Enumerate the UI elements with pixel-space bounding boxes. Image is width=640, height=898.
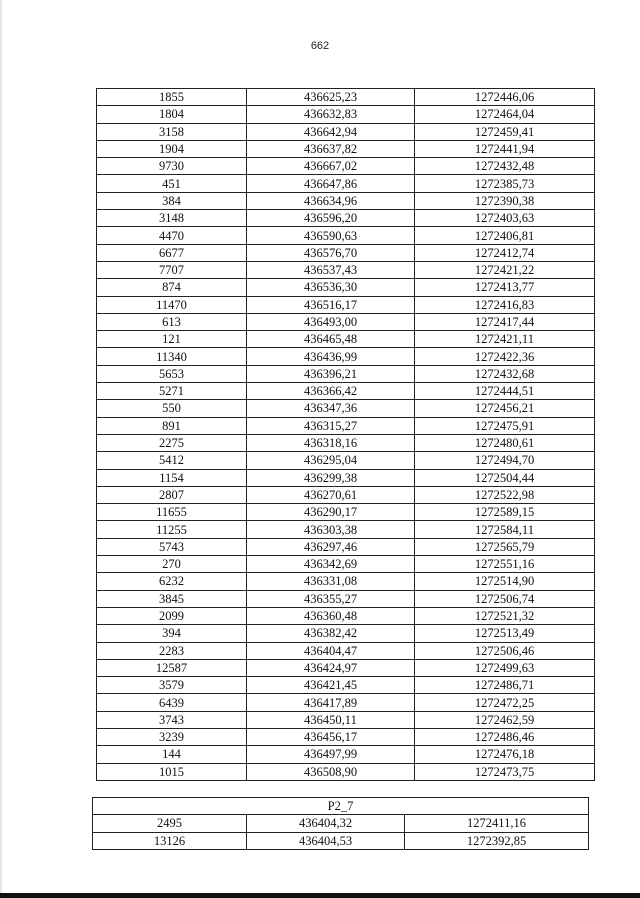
table-row bbox=[97, 296, 595, 313]
page-edge-line bbox=[0, 0, 2, 898]
x-coordinate-cell: 436634,96 bbox=[247, 192, 415, 209]
y-coordinate-cell: 1272416,83 bbox=[415, 296, 595, 313]
point-number-cell: 13126 bbox=[93, 832, 247, 849]
table-row bbox=[97, 158, 595, 175]
point-number-cell: 3148 bbox=[97, 210, 247, 227]
x-coordinate-cell: 436360,48 bbox=[247, 607, 415, 624]
table-row bbox=[97, 504, 595, 521]
y-coordinate-cell: 1272385,73 bbox=[415, 175, 595, 192]
point-number-cell: 613 bbox=[97, 313, 247, 330]
x-coordinate-cell: 436497,99 bbox=[247, 746, 415, 763]
x-coordinate-cell: 436576,70 bbox=[247, 244, 415, 261]
point-number-cell: 6439 bbox=[97, 694, 247, 711]
y-coordinate-cell: 1272486,46 bbox=[415, 728, 595, 745]
point-number-cell: 6677 bbox=[97, 244, 247, 261]
table-row bbox=[97, 331, 595, 348]
x-coordinate-cell: 436421,45 bbox=[247, 677, 415, 694]
x-coordinate-cell: 436295,04 bbox=[247, 452, 415, 469]
point-number-cell: 2807 bbox=[97, 486, 247, 503]
point-number-cell: 11470 bbox=[97, 296, 247, 313]
y-coordinate-cell: 1272480,61 bbox=[415, 434, 595, 451]
y-coordinate-cell: 1272456,21 bbox=[415, 400, 595, 417]
x-coordinate-cell: 436596,20 bbox=[247, 210, 415, 227]
x-coordinate-cell: 436625,23 bbox=[247, 89, 415, 106]
page-number: 662 bbox=[310, 40, 330, 52]
table-row bbox=[97, 625, 595, 642]
table-row bbox=[97, 469, 595, 486]
section-header-row bbox=[93, 798, 589, 815]
point-number-cell: 4470 bbox=[97, 227, 247, 244]
y-coordinate-cell: 1272422,36 bbox=[415, 348, 595, 365]
point-number-cell: 2495 bbox=[93, 815, 247, 832]
y-coordinate-cell: 1272464,04 bbox=[415, 106, 595, 123]
point-number-cell: 1904 bbox=[97, 140, 247, 157]
point-number-cell: 384 bbox=[97, 192, 247, 209]
x-coordinate-cell: 436536,30 bbox=[247, 279, 415, 296]
y-coordinate-cell: 1272406,81 bbox=[415, 227, 595, 244]
x-coordinate-cell: 436318,16 bbox=[247, 434, 415, 451]
point-number-cell: 121 bbox=[97, 331, 247, 348]
table-row bbox=[97, 728, 595, 745]
point-number-cell: 451 bbox=[97, 175, 247, 192]
x-coordinate-cell: 436290,17 bbox=[247, 504, 415, 521]
point-number-cell: 394 bbox=[97, 625, 247, 642]
table-row bbox=[97, 106, 595, 123]
y-coordinate-cell: 1272459,41 bbox=[415, 123, 595, 140]
point-number-cell: 5653 bbox=[97, 365, 247, 382]
y-coordinate-cell: 1272390,38 bbox=[415, 192, 595, 209]
table-row bbox=[97, 244, 595, 261]
y-coordinate-cell: 1272412,74 bbox=[415, 244, 595, 261]
table-row bbox=[97, 400, 595, 417]
x-coordinate-cell: 436315,27 bbox=[247, 417, 415, 434]
y-coordinate-cell: 1272476,18 bbox=[415, 746, 595, 763]
section-table-body bbox=[93, 798, 589, 850]
section-table-container bbox=[92, 797, 588, 850]
y-coordinate-cell: 1272473,75 bbox=[415, 763, 595, 780]
x-coordinate-cell: 436642,94 bbox=[247, 123, 415, 140]
x-coordinate-cell: 436366,42 bbox=[247, 383, 415, 400]
coordinates-table bbox=[96, 88, 595, 781]
y-coordinate-cell: 1272411,16 bbox=[405, 815, 589, 832]
table-row bbox=[97, 365, 595, 382]
x-coordinate-cell: 436667,02 bbox=[247, 158, 415, 175]
y-coordinate-cell: 1272392,85 bbox=[405, 832, 589, 849]
table-row bbox=[97, 89, 595, 106]
x-coordinate-cell: 436450,11 bbox=[247, 711, 415, 728]
table-row bbox=[97, 659, 595, 676]
x-coordinate-cell: 436537,43 bbox=[247, 261, 415, 278]
y-coordinate-cell: 1272417,44 bbox=[415, 313, 595, 330]
point-number-cell: 3743 bbox=[97, 711, 247, 728]
table-row bbox=[97, 261, 595, 278]
table-row bbox=[97, 763, 595, 780]
y-coordinate-cell: 1272413,77 bbox=[415, 279, 595, 296]
x-coordinate-cell: 436632,83 bbox=[247, 106, 415, 123]
x-coordinate-cell: 436404,32 bbox=[247, 815, 405, 832]
point-number-cell: 11255 bbox=[97, 521, 247, 538]
point-number-cell: 1855 bbox=[97, 89, 247, 106]
x-coordinate-cell: 436303,38 bbox=[247, 521, 415, 538]
table-row bbox=[97, 607, 595, 624]
table-row bbox=[97, 694, 595, 711]
y-coordinate-cell: 1272589,15 bbox=[415, 504, 595, 521]
table-row bbox=[97, 642, 595, 659]
point-number-cell: 270 bbox=[97, 556, 247, 573]
y-coordinate-cell: 1272551,16 bbox=[415, 556, 595, 573]
y-coordinate-cell: 1272584,11 bbox=[415, 521, 595, 538]
point-number-cell: 3158 bbox=[97, 123, 247, 140]
x-coordinate-cell: 436424,97 bbox=[247, 659, 415, 676]
y-coordinate-cell: 1272432,68 bbox=[415, 365, 595, 382]
y-coordinate-cell: 1272506,46 bbox=[415, 642, 595, 659]
point-number-cell: 144 bbox=[97, 746, 247, 763]
table-row bbox=[97, 746, 595, 763]
y-coordinate-cell: 1272565,79 bbox=[415, 538, 595, 555]
point-number-cell: 874 bbox=[97, 279, 247, 296]
y-coordinate-cell: 1272462,59 bbox=[415, 711, 595, 728]
table-row bbox=[97, 486, 595, 503]
x-coordinate-cell: 436436,99 bbox=[247, 348, 415, 365]
point-number-cell: 7707 bbox=[97, 261, 247, 278]
table-row bbox=[97, 192, 595, 209]
table-row bbox=[97, 383, 595, 400]
y-coordinate-cell: 1272504,44 bbox=[415, 469, 595, 486]
x-coordinate-cell: 436382,42 bbox=[247, 625, 415, 642]
point-number-cell: 5271 bbox=[97, 383, 247, 400]
y-coordinate-cell: 1272522,98 bbox=[415, 486, 595, 503]
table-row bbox=[97, 434, 595, 451]
y-coordinate-cell: 1272472,25 bbox=[415, 694, 595, 711]
table-row bbox=[97, 590, 595, 607]
x-coordinate-cell: 436493,00 bbox=[247, 313, 415, 330]
section-label: P2_7 bbox=[93, 798, 589, 815]
point-number-cell: 2275 bbox=[97, 434, 247, 451]
x-coordinate-cell: 436331,08 bbox=[247, 573, 415, 590]
table-row bbox=[97, 279, 595, 296]
y-coordinate-cell: 1272486,71 bbox=[415, 677, 595, 694]
y-coordinate-cell: 1272421,11 bbox=[415, 331, 595, 348]
point-number-cell: 3239 bbox=[97, 728, 247, 745]
table-row bbox=[97, 417, 595, 434]
table-row bbox=[97, 677, 595, 694]
x-coordinate-cell: 436516,17 bbox=[247, 296, 415, 313]
table-row bbox=[97, 573, 595, 590]
point-number-cell: 6232 bbox=[97, 573, 247, 590]
table-row bbox=[97, 556, 595, 573]
table-row bbox=[97, 175, 595, 192]
y-coordinate-cell: 1272499,63 bbox=[415, 659, 595, 676]
y-coordinate-cell: 1272403,63 bbox=[415, 210, 595, 227]
table-row bbox=[93, 815, 589, 832]
point-number-cell: 9730 bbox=[97, 158, 247, 175]
point-number-cell: 5412 bbox=[97, 452, 247, 469]
x-coordinate-cell: 436396,21 bbox=[247, 365, 415, 382]
x-coordinate-cell: 436456,17 bbox=[247, 728, 415, 745]
x-coordinate-cell: 436465,48 bbox=[247, 331, 415, 348]
y-coordinate-cell: 1272521,32 bbox=[415, 607, 595, 624]
point-number-cell: 11340 bbox=[97, 348, 247, 365]
point-number-cell: 891 bbox=[97, 417, 247, 434]
y-coordinate-cell: 1272421,22 bbox=[415, 261, 595, 278]
table-row bbox=[97, 123, 595, 140]
table-row bbox=[97, 313, 595, 330]
y-coordinate-cell: 1272506,74 bbox=[415, 590, 595, 607]
y-coordinate-cell: 1272514,90 bbox=[415, 573, 595, 590]
y-coordinate-cell: 1272494,70 bbox=[415, 452, 595, 469]
y-coordinate-cell: 1272441,94 bbox=[415, 140, 595, 157]
point-number-cell: 2099 bbox=[97, 607, 247, 624]
x-coordinate-cell: 436647,86 bbox=[247, 175, 415, 192]
table-row bbox=[97, 227, 595, 244]
y-coordinate-cell: 1272475,91 bbox=[415, 417, 595, 434]
x-coordinate-cell: 436404,47 bbox=[247, 642, 415, 659]
point-number-cell: 2283 bbox=[97, 642, 247, 659]
x-coordinate-cell: 436299,38 bbox=[247, 469, 415, 486]
table-row bbox=[97, 538, 595, 555]
table-row bbox=[97, 452, 595, 469]
table-row bbox=[97, 348, 595, 365]
point-number-cell: 1804 bbox=[97, 106, 247, 123]
point-number-cell: 1154 bbox=[97, 469, 247, 486]
point-number-cell: 11655 bbox=[97, 504, 247, 521]
table-row bbox=[97, 210, 595, 227]
coordinates-table-body bbox=[97, 89, 595, 781]
section-table bbox=[92, 797, 589, 850]
y-coordinate-cell: 1272513,49 bbox=[415, 625, 595, 642]
table-row bbox=[97, 140, 595, 157]
x-coordinate-cell: 436270,61 bbox=[247, 486, 415, 503]
point-number-cell: 550 bbox=[97, 400, 247, 417]
x-coordinate-cell: 436637,82 bbox=[247, 140, 415, 157]
x-coordinate-cell: 436342,69 bbox=[247, 556, 415, 573]
y-coordinate-cell: 1272432,48 bbox=[415, 158, 595, 175]
x-coordinate-cell: 436347,36 bbox=[247, 400, 415, 417]
x-coordinate-cell: 436508,90 bbox=[247, 763, 415, 780]
point-number-cell: 5743 bbox=[97, 538, 247, 555]
y-coordinate-cell: 1272446,06 bbox=[415, 89, 595, 106]
x-coordinate-cell: 436417,89 bbox=[247, 694, 415, 711]
point-number-cell: 3579 bbox=[97, 677, 247, 694]
coordinates-table-container bbox=[96, 88, 594, 781]
x-coordinate-cell: 436297,46 bbox=[247, 538, 415, 555]
point-number-cell: 1015 bbox=[97, 763, 247, 780]
table-row bbox=[93, 832, 589, 849]
x-coordinate-cell: 436355,27 bbox=[247, 590, 415, 607]
point-number-cell: 12587 bbox=[97, 659, 247, 676]
x-coordinate-cell: 436404,53 bbox=[247, 832, 405, 849]
table-row bbox=[97, 521, 595, 538]
page-bottom-border bbox=[0, 893, 640, 898]
point-number-cell: 3845 bbox=[97, 590, 247, 607]
y-coordinate-cell: 1272444,51 bbox=[415, 383, 595, 400]
table-row bbox=[97, 711, 595, 728]
x-coordinate-cell: 436590,63 bbox=[247, 227, 415, 244]
